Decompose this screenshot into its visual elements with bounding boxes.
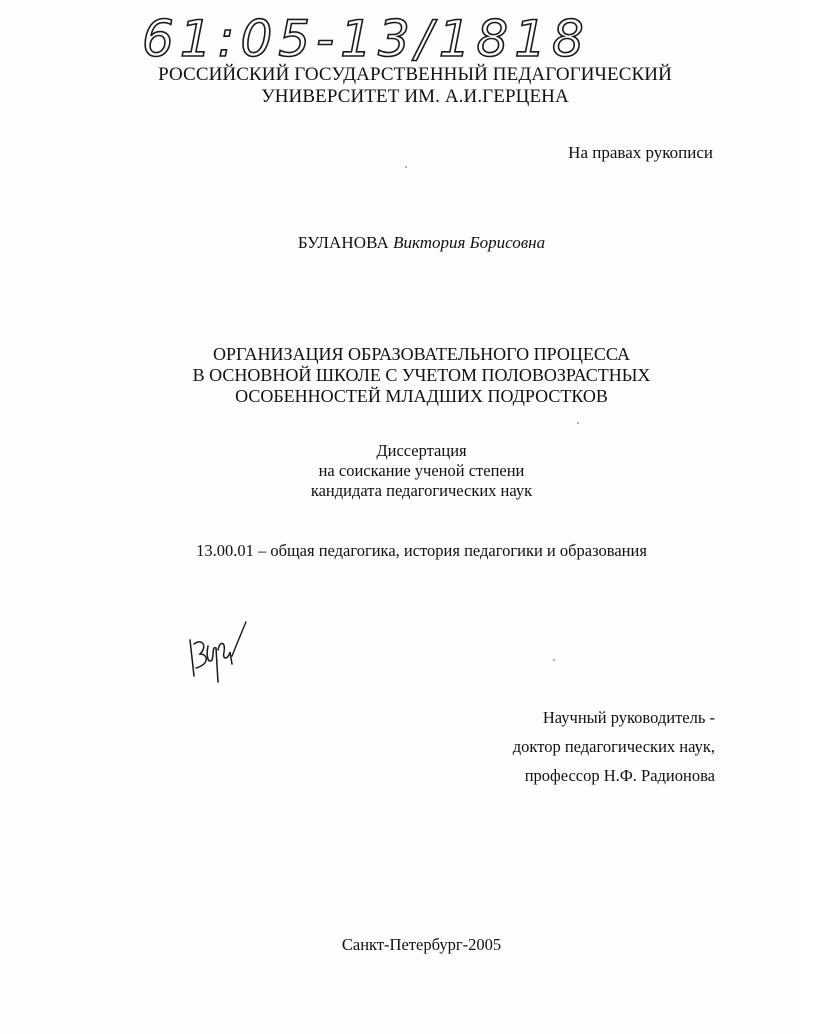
institution-line-2: УНИВЕРСИТЕТ ИМ. А.И.ГЕРЦЕНА (261, 86, 569, 107)
scan-speck (553, 659, 555, 661)
scientific-supervisor (513, 703, 715, 790)
degree-line-1: Диссертация (376, 441, 467, 460)
supervisor-line-1: Научный руководитель - (542, 708, 715, 727)
degree-line-3: кандидата педагогических наук (310, 481, 533, 500)
handwritten-signature (182, 616, 250, 686)
title-line-3: ОСОБЕННОСТЕЙ МЛАДШИХ ПОДРОСТКОВ (235, 386, 608, 406)
institution-line-1: РОССИЙСКИЙ ГОСУДАРСТВЕННЫЙ ПЕДАГОГИЧЕСКИЙ (158, 64, 672, 85)
handwritten-archive-code (140, 4, 590, 68)
city-and-year: Санкт-Петербург-2005 (341, 935, 502, 954)
dissertation-title (22, 344, 821, 407)
author-given-names: Виктория Борисовна (393, 233, 546, 252)
specialty-code: 13.00.01 – общая педагогика, история педагогики и образования (196, 541, 647, 560)
author-surname: БУЛАНОВА (297, 233, 389, 252)
supervisor-line-3: профессор Н.Ф. Радионова (524, 766, 715, 785)
manuscript-rights-note: На правах рукописи (568, 143, 713, 162)
title-line-1: ОРГАНИЗАЦИЯ ОБРАЗОВАТЕЛЬНОГО ПРОЦЕССА (213, 344, 630, 364)
scan-speck (405, 166, 407, 168)
institution-name (30, 64, 800, 108)
title-line-2: В ОСНОВНОЙ ШКОЛЕ С УЧЕТОМ ПОЛОВОЗРАСТНЫХ (192, 365, 651, 385)
handwritten-code-text: 61:05-13/1818 (142, 10, 590, 68)
author-name (22, 233, 821, 253)
handwritten-code-drawing (140, 4, 590, 68)
supervisor-line-2: доктор педагогических наук, (512, 737, 715, 756)
degree-line-2: на соискание ученой степени (318, 461, 525, 480)
degree-statement (22, 441, 821, 501)
signature-icon (182, 616, 250, 686)
scan-speck (577, 422, 579, 424)
